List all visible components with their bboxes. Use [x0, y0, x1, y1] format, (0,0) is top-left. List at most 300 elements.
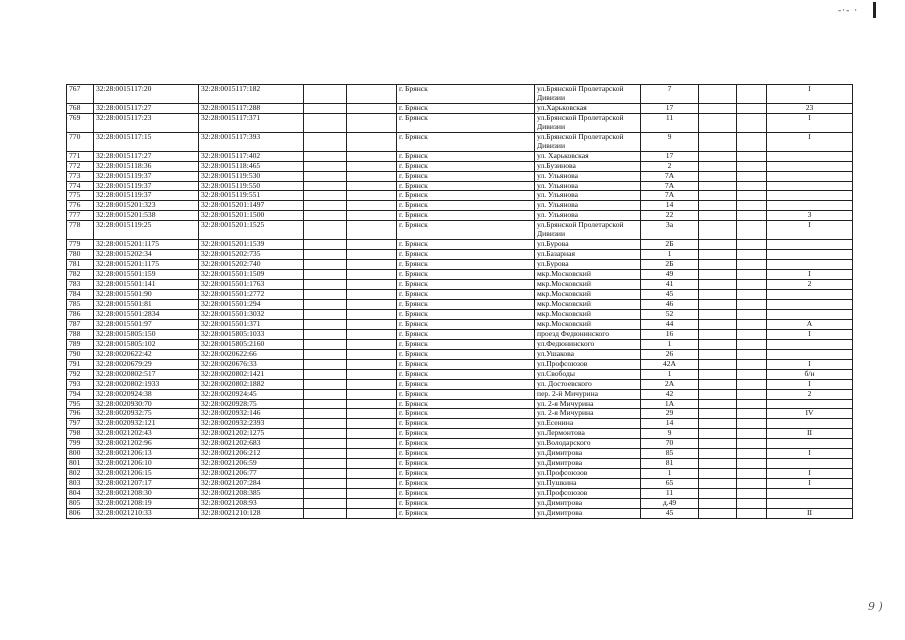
row-number-cell: 785 — [67, 299, 94, 309]
table-row — [67, 270, 853, 280]
object-cadastral-number-cell: 32:28:0015501:294 — [199, 299, 304, 309]
land-cadastral-number-cell: 32:28:0015501:90 — [94, 290, 199, 300]
object-cadastral-number-cell: 32:28:0021206:212 — [199, 449, 304, 459]
house-number-cell: 2Б — [641, 260, 699, 270]
empty-cell — [347, 151, 397, 161]
empty-cell — [737, 339, 767, 349]
table-row — [67, 299, 853, 309]
premises-number-cell: I — [767, 113, 853, 132]
city-cell: г. Брянск — [397, 479, 535, 489]
empty-cell — [304, 280, 347, 290]
empty-cell — [304, 221, 347, 240]
object-cadastral-number-cell: 32:28:0020622:66 — [199, 349, 304, 359]
land-cadastral-number-cell: 32:28:0015117:23 — [94, 113, 199, 132]
city-cell: г. Брянск — [397, 299, 535, 309]
house-number-cell: 2 — [641, 161, 699, 171]
empty-cell — [737, 221, 767, 240]
empty-cell — [304, 329, 347, 339]
object-cadastral-number-cell: 32:28:0015119:530 — [199, 171, 304, 181]
empty-cell — [699, 290, 737, 300]
empty-cell — [737, 449, 767, 459]
empty-cell — [737, 499, 767, 509]
premises-number-cell: 2 — [767, 389, 853, 399]
empty-cell — [304, 309, 347, 319]
empty-cell — [737, 161, 767, 171]
row-number-cell: 783 — [67, 280, 94, 290]
city-cell: г. Брянск — [397, 449, 535, 459]
premises-number-cell: I — [767, 359, 853, 369]
house-number-cell: 3а — [641, 221, 699, 240]
land-cadastral-number-cell: 32:28:0020932:75 — [94, 409, 199, 419]
object-cadastral-number-cell: 32:28:0021208:385 — [199, 489, 304, 499]
row-number-cell: 799 — [67, 439, 94, 449]
empty-cell — [347, 161, 397, 171]
empty-cell — [304, 132, 347, 151]
premises-number-cell: II — [767, 508, 853, 518]
empty-cell — [347, 379, 397, 389]
city-cell: г. Брянск — [397, 379, 535, 389]
city-cell: г. Брянск — [397, 240, 535, 250]
street-cell: ул.Брянской Пролетарской Дивизии — [535, 85, 641, 104]
empty-cell — [347, 319, 397, 329]
city-cell: г. Брянск — [397, 211, 535, 221]
table-body — [67, 85, 853, 519]
land-cadastral-number-cell: 32:28:0021206:15 — [94, 469, 199, 479]
street-cell: ул.Брянской Пролетарской Дивизии — [535, 132, 641, 151]
empty-cell — [304, 240, 347, 250]
street-cell: ул.Ушакова — [535, 349, 641, 359]
table-row — [67, 359, 853, 369]
street-cell: ул. Достоевского — [535, 379, 641, 389]
premises-number-cell: I — [767, 270, 853, 280]
object-cadastral-number-cell: 32:28:0020802:1882 — [199, 379, 304, 389]
empty-cell — [304, 349, 347, 359]
empty-cell — [737, 181, 767, 191]
empty-cell — [304, 389, 347, 399]
premises-number-cell — [767, 151, 853, 161]
city-cell: г. Брянск — [397, 161, 535, 171]
table-row — [67, 161, 853, 171]
row-number-cell: 767 — [67, 85, 94, 104]
land-cadastral-number-cell: 32:28:0015119:37 — [94, 181, 199, 191]
row-number-cell: 786 — [67, 309, 94, 319]
empty-cell — [699, 459, 737, 469]
empty-cell — [737, 479, 767, 489]
empty-cell — [347, 132, 397, 151]
empty-cell — [304, 181, 347, 191]
row-number-cell: 795 — [67, 399, 94, 409]
premises-number-cell — [767, 499, 853, 509]
house-number-cell: 52 — [641, 309, 699, 319]
empty-cell — [304, 161, 347, 171]
empty-cell — [347, 479, 397, 489]
object-cadastral-number-cell: 32:28:0021208:93 — [199, 499, 304, 509]
land-cadastral-number-cell: 32:28:0015201:538 — [94, 211, 199, 221]
street-cell: ул. Ульянова — [535, 181, 641, 191]
empty-cell — [737, 260, 767, 270]
object-cadastral-number-cell: 32:28:0015501:2772 — [199, 290, 304, 300]
street-cell: ул.Пушкина — [535, 479, 641, 489]
land-cadastral-number-cell: 32:28:0015201:1175 — [94, 260, 199, 270]
table-row — [67, 211, 853, 221]
table-row — [67, 260, 853, 270]
object-cadastral-number-cell: 32:28:0021202:683 — [199, 439, 304, 449]
empty-cell — [737, 151, 767, 161]
premises-number-cell: 3 — [767, 211, 853, 221]
row-number-cell: 780 — [67, 250, 94, 260]
table-row — [67, 151, 853, 161]
empty-cell — [699, 508, 737, 518]
empty-cell — [737, 299, 767, 309]
empty-cell — [699, 489, 737, 499]
city-cell: г. Брянск — [397, 459, 535, 469]
table-row — [67, 459, 853, 469]
street-cell: ул.Бурова — [535, 240, 641, 250]
city-cell: г. Брянск — [397, 339, 535, 349]
empty-cell — [347, 171, 397, 181]
object-cadastral-number-cell: 32:28:0021202:1275 — [199, 429, 304, 439]
empty-cell — [347, 469, 397, 479]
land-cadastral-number-cell: 32:28:0015201:1175 — [94, 240, 199, 250]
empty-cell — [737, 171, 767, 181]
empty-cell — [737, 113, 767, 132]
empty-cell — [699, 449, 737, 459]
city-cell: г. Брянск — [397, 290, 535, 300]
empty-cell — [347, 449, 397, 459]
empty-cell — [304, 339, 347, 349]
object-cadastral-number-cell: 32:28:0015201:1539 — [199, 240, 304, 250]
empty-cell — [304, 379, 347, 389]
empty-cell — [304, 499, 347, 509]
empty-cell — [699, 132, 737, 151]
premises-number-cell — [767, 439, 853, 449]
city-cell: г. Брянск — [397, 499, 535, 509]
empty-cell — [699, 469, 737, 479]
row-number-cell: 792 — [67, 369, 94, 379]
city-cell: г. Брянск — [397, 508, 535, 518]
row-number-cell: 797 — [67, 419, 94, 429]
street-cell: ул. Ульянова — [535, 201, 641, 211]
empty-cell — [304, 113, 347, 132]
empty-cell — [699, 280, 737, 290]
table-row — [67, 369, 853, 379]
table-row — [67, 290, 853, 300]
city-cell: г. Брянск — [397, 280, 535, 290]
premises-number-cell: б/н — [767, 369, 853, 379]
handwritten-page-note: 9 ) — [868, 600, 883, 613]
empty-cell — [304, 171, 347, 181]
object-cadastral-number-cell: 32:28:0015501:1763 — [199, 280, 304, 290]
object-cadastral-number-cell: 32:28:0021206:59 — [199, 459, 304, 469]
house-number-cell: 42А — [641, 359, 699, 369]
empty-cell — [737, 349, 767, 359]
empty-cell — [347, 240, 397, 250]
empty-cell — [347, 359, 397, 369]
empty-cell — [304, 489, 347, 499]
street-cell: ул. Ульянова — [535, 171, 641, 181]
street-cell: ул. Ульянова — [535, 211, 641, 221]
street-cell: ул.Бузинова — [535, 161, 641, 171]
empty-cell — [304, 469, 347, 479]
land-cadastral-number-cell: 32:28:0015117:20 — [94, 85, 199, 104]
empty-cell — [699, 221, 737, 240]
empty-cell — [737, 429, 767, 439]
empty-cell — [699, 359, 737, 369]
house-number-cell: 7А — [641, 191, 699, 201]
city-cell: г. Брянск — [397, 85, 535, 104]
city-cell: г. Брянск — [397, 221, 535, 240]
empty-cell — [737, 85, 767, 104]
table-row — [67, 103, 853, 113]
premises-number-cell: II — [767, 429, 853, 439]
street-cell: мкр.Московский — [535, 280, 641, 290]
city-cell: г. Брянск — [397, 349, 535, 359]
table-row — [67, 419, 853, 429]
object-cadastral-number-cell: 32:28:0015118:465 — [199, 161, 304, 171]
empty-cell — [737, 132, 767, 151]
row-number-cell: 777 — [67, 211, 94, 221]
empty-cell — [304, 449, 347, 459]
empty-cell — [304, 211, 347, 221]
empty-cell — [347, 260, 397, 270]
land-cadastral-number-cell: 32:28:0020802:517 — [94, 369, 199, 379]
city-cell: г. Брянск — [397, 419, 535, 429]
premises-number-cell: I — [767, 221, 853, 240]
land-cadastral-number-cell: 32:28:0015117:15 — [94, 132, 199, 151]
empty-cell — [699, 429, 737, 439]
street-cell: ул.Брянской Пролетарской Дивизии — [535, 221, 641, 240]
empty-cell — [699, 161, 737, 171]
premises-number-cell — [767, 419, 853, 429]
empty-cell — [737, 290, 767, 300]
empty-cell — [347, 339, 397, 349]
house-number-cell: 65 — [641, 479, 699, 489]
land-cadastral-number-cell: 32:28:0020932:121 — [94, 419, 199, 429]
empty-cell — [737, 369, 767, 379]
premises-number-cell: I — [767, 449, 853, 459]
empty-cell — [347, 250, 397, 260]
land-cadastral-number-cell: 32:28:0015117:27 — [94, 103, 199, 113]
street-cell: мкр.Московский — [535, 290, 641, 300]
house-number-cell: 41 — [641, 280, 699, 290]
premises-number-cell — [767, 171, 853, 181]
street-cell: ул. 2-я Мичурина — [535, 409, 641, 419]
object-cadastral-number-cell: 32:28:0020676:33 — [199, 359, 304, 369]
city-cell: г. Брянск — [397, 113, 535, 132]
empty-cell — [304, 201, 347, 211]
land-cadastral-number-cell: 32:28:0021206:13 — [94, 449, 199, 459]
table-row — [67, 181, 853, 191]
city-cell: г. Брянск — [397, 429, 535, 439]
table-row — [67, 479, 853, 489]
row-number-cell: 788 — [67, 329, 94, 339]
empty-cell — [737, 329, 767, 339]
empty-cell — [304, 319, 347, 329]
row-number-cell: 782 — [67, 270, 94, 280]
street-cell: ул.Федюнинского — [535, 339, 641, 349]
row-number-cell: 775 — [67, 191, 94, 201]
empty-cell — [304, 359, 347, 369]
house-number-cell: 14 — [641, 201, 699, 211]
empty-cell — [737, 419, 767, 429]
empty-cell — [737, 508, 767, 518]
empty-cell — [699, 379, 737, 389]
land-cadastral-number-cell: 32:28:0015501:159 — [94, 270, 199, 280]
city-cell: г. Брянск — [397, 191, 535, 201]
street-cell: ул.Димитрова — [535, 508, 641, 518]
land-cadastral-number-cell: 32:28:0015117:27 — [94, 151, 199, 161]
empty-cell — [304, 419, 347, 429]
street-cell: мкр.Московский — [535, 299, 641, 309]
empty-cell — [304, 439, 347, 449]
premises-number-cell: I — [767, 85, 853, 104]
table-row — [67, 309, 853, 319]
premises-number-cell — [767, 240, 853, 250]
empty-cell — [737, 359, 767, 369]
empty-cell — [304, 479, 347, 489]
document-page — [66, 84, 852, 519]
empty-cell — [304, 399, 347, 409]
object-cadastral-number-cell: 32:28:0021206:77 — [199, 469, 304, 479]
row-number-cell: 781 — [67, 260, 94, 270]
empty-cell — [347, 211, 397, 221]
empty-cell — [737, 489, 767, 499]
house-number-cell: 1 — [641, 469, 699, 479]
table-row — [67, 379, 853, 389]
object-cadastral-number-cell: 32:28:0020932:2393 — [199, 419, 304, 429]
empty-cell — [699, 309, 737, 319]
premises-number-cell: I — [767, 379, 853, 389]
street-cell: мкр.Московский — [535, 309, 641, 319]
house-number-cell: 11 — [641, 113, 699, 132]
empty-cell — [699, 201, 737, 211]
house-number-cell: 85 — [641, 449, 699, 459]
city-cell: г. Брянск — [397, 469, 535, 479]
empty-cell — [304, 459, 347, 469]
land-cadastral-number-cell: 32:28:0021206:10 — [94, 459, 199, 469]
empty-cell — [699, 479, 737, 489]
house-number-cell: 46 — [641, 299, 699, 309]
scan-edge-mark — [873, 2, 876, 18]
empty-cell — [347, 508, 397, 518]
empty-cell — [699, 419, 737, 429]
premises-number-cell: I — [767, 469, 853, 479]
table-row — [67, 389, 853, 399]
empty-cell — [737, 309, 767, 319]
empty-cell — [347, 85, 397, 104]
empty-cell — [737, 319, 767, 329]
street-cell: ул.Димитрова — [535, 459, 641, 469]
row-number-cell: 800 — [67, 449, 94, 459]
object-cadastral-number-cell: 32:28:0020932:146 — [199, 409, 304, 419]
empty-cell — [347, 270, 397, 280]
street-cell: пер. 2-й Мичурина — [535, 389, 641, 399]
land-cadastral-number-cell: 32:28:0020802:1933 — [94, 379, 199, 389]
table-row — [67, 508, 853, 518]
empty-cell — [699, 369, 737, 379]
empty-cell — [737, 250, 767, 260]
table-row — [67, 191, 853, 201]
empty-cell — [699, 349, 737, 359]
object-cadastral-number-cell: 32:28:0015501:1509 — [199, 270, 304, 280]
row-number-cell: 769 — [67, 113, 94, 132]
object-cadastral-number-cell: 32:28:0015202:735 — [199, 250, 304, 260]
house-number-cell: 2А — [641, 379, 699, 389]
premises-number-cell: I — [767, 132, 853, 151]
land-cadastral-number-cell: 32:28:0015119:37 — [94, 171, 199, 181]
empty-cell — [737, 240, 767, 250]
object-cadastral-number-cell: 32:28:0015117:288 — [199, 103, 304, 113]
table-row — [67, 429, 853, 439]
table-row — [67, 85, 853, 104]
empty-cell — [347, 280, 397, 290]
empty-cell — [699, 339, 737, 349]
table-row — [67, 469, 853, 479]
land-cadastral-number-cell: 32:28:0020930:70 — [94, 399, 199, 409]
land-cadastral-number-cell: 32:28:0021208:19 — [94, 499, 199, 509]
premises-number-cell: 23 — [767, 103, 853, 113]
land-cadastral-number-cell: 32:28:0015201:323 — [94, 201, 199, 211]
house-number-cell: 11 — [641, 489, 699, 499]
empty-cell — [347, 329, 397, 339]
street-cell: ул.Лермонтова — [535, 429, 641, 439]
house-number-cell: 1 — [641, 339, 699, 349]
city-cell: г. Брянск — [397, 171, 535, 181]
empty-cell — [304, 429, 347, 439]
empty-cell — [699, 151, 737, 161]
table-row — [67, 221, 853, 240]
row-number-cell: 790 — [67, 349, 94, 359]
house-number-cell: 16 — [641, 329, 699, 339]
empty-cell — [699, 270, 737, 280]
land-cadastral-number-cell: 32:28:0015805:102 — [94, 339, 199, 349]
city-cell: г. Брянск — [397, 250, 535, 260]
house-number-cell: 7 — [641, 85, 699, 104]
table-row — [67, 132, 853, 151]
empty-cell — [699, 399, 737, 409]
house-number-cell: 9 — [641, 132, 699, 151]
street-cell: ул.Харьковская — [535, 103, 641, 113]
street-cell: ул.Брянской Пролетарской Дивизии — [535, 113, 641, 132]
empty-cell — [737, 211, 767, 221]
premises-number-cell — [767, 290, 853, 300]
house-number-cell: 14 — [641, 419, 699, 429]
premises-number-cell — [767, 161, 853, 171]
empty-cell — [699, 409, 737, 419]
land-cadastral-number-cell: 32:28:0015202:34 — [94, 250, 199, 260]
row-number-cell: 778 — [67, 221, 94, 240]
house-number-cell: 1 — [641, 369, 699, 379]
city-cell: г. Брянск — [397, 489, 535, 499]
empty-cell — [347, 191, 397, 201]
object-cadastral-number-cell: 32:28:0015201:1500 — [199, 211, 304, 221]
land-cadastral-number-cell: 32:28:0020622:42 — [94, 349, 199, 359]
street-cell: ул.Есенина — [535, 419, 641, 429]
empty-cell — [737, 201, 767, 211]
premises-number-cell — [767, 399, 853, 409]
object-cadastral-number-cell: 32:28:0015119:550 — [199, 181, 304, 191]
empty-cell — [699, 260, 737, 270]
row-number-cell: 801 — [67, 459, 94, 469]
empty-cell — [699, 329, 737, 339]
empty-cell — [699, 211, 737, 221]
row-number-cell: 789 — [67, 339, 94, 349]
land-cadastral-number-cell: 32:28:0015119:25 — [94, 221, 199, 240]
house-number-cell: 1 — [641, 250, 699, 260]
empty-cell — [347, 290, 397, 300]
empty-cell — [737, 459, 767, 469]
land-cadastral-number-cell: 32:28:0015119:37 — [94, 191, 199, 201]
